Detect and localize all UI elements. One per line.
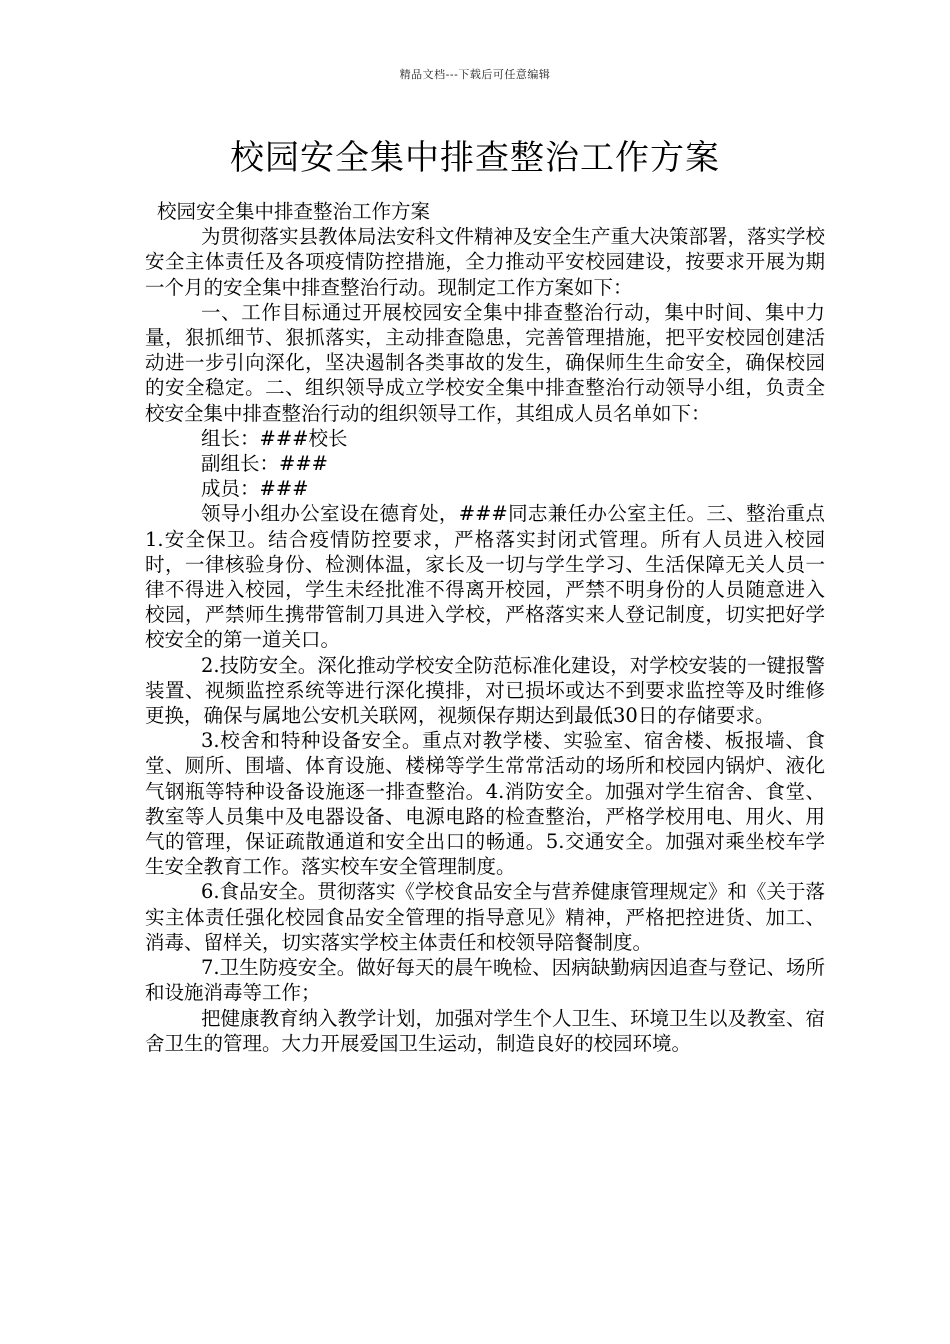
document-title: 校园安全集中排查整治工作方案 xyxy=(230,138,720,178)
paragraph-office-security: 领导小组办公室设在德育处，###同志兼任办公室主任。三、整治重点1.安全保卫。结合疫情防控要求，严格落实封闭式管理。所有人员进入校园时，一律核验身份、检测体温，家长及一切与学生学习、生活保障无关人员一律不得进入校园，学生未经批准不得离开校园，严禁不明身份的人员随意进入校园，严禁师生携带管制刀具进入学校，严格落实来人登记制度，切实把好学校安全的第一道关口。 xyxy=(145,502,825,652)
document-body xyxy=(145,199,825,1056)
paragraph-food-safety: 6.食品安全。贯彻落实《学校食品安全与营养健康管理规定》和《关于落实主体责任强化校园食品安全管理的指导意见》精神，严格把控进货、加工、消毒、留样关，切实落实学校主体责任和校领导陪餐制度。 xyxy=(145,880,825,954)
paragraph-goals-organization: 一、工作目标通过开展校园安全集中排查整治行动，集中时间、集中力量，狠抓细节、狠抓落实，主动排查隐患，完善管理措施，把平安校园创建活动进一步引向深化，坚决遏制各类事故的发生，确保师生生命安全，确保校园的安全稳定。二、组织领导成立学校安全集中排查整治行动领导小组，负责全校安全集中排查整治行动的组织领导工作，其组成人员名单如下： xyxy=(145,300,825,425)
paragraph-buildings-fire-traffic: 3.校舍和特种设备安全。重点对教学楼、实验室、宿舍楼、板报墙、食堂、厕所、围墙、体育设施、楼梯等学生常常活动的场所和校园内锅炉、液化气钢瓶等特种设备设施逐一排查整治。4.消防安全。加强对学生宿舍、食堂、教室等人员集中及电器设备、电源电路的检查整治，严格学校用电、用火、用气的管理，保证疏散通道和安全出口的畅通。5.交通安全。加强对乘坐校车学生安全教育工作。落实校车安全管理制度。 xyxy=(145,729,825,879)
paragraph-hygiene: 7.卫生防疫安全。做好每天的晨午晚检、因病缺勤病因追查与登记、场所和设施消毒等工作； xyxy=(145,956,825,1005)
paragraph-intro: 为贯彻落实县教体局法安科文件精神及安全生产重大决策部署，落实学校安全主体责任及各项疫情防控措施，全力推动平安校园建设，按要求开展为期一个月的安全集中排查整治行动。现制定工作方案如下： xyxy=(145,225,826,299)
paragraph-tech-security: 2.技防安全。深化推动学校安全防范标准化建设，对学校安装的一键报警装置、视频监控系统等进行深化摸排，对已损坏或达不到要求监控等及时维修更换，确保与属地公安机关联网，视频保存期达到最低30日的存储要求。 xyxy=(145,653,825,728)
header-note: 精品文档---下载后可任意编辑 xyxy=(399,68,551,81)
paragraph-subtitle: 校园安全集中排查整治工作方案 xyxy=(157,200,431,223)
paragraph-health-education: 把健康教育纳入教学计划，加强对学生个人卫生、环境卫生以及教室、宿舍卫生的管理。大力开展爱国卫生运动，制造良好的校园环境。 xyxy=(145,1006,826,1055)
paragraph-deputy-leader: 副组长：### xyxy=(201,452,329,476)
paragraph-members: 成员：### xyxy=(201,477,309,501)
paragraph-leader: 组长：###校长 xyxy=(201,426,348,450)
